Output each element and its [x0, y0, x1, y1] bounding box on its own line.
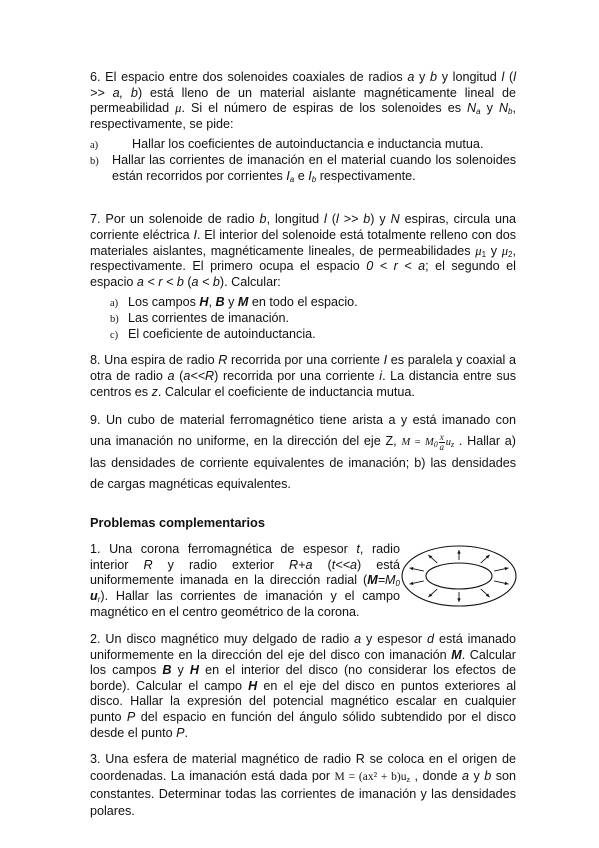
var-b: b	[430, 70, 438, 84]
text: , longitud	[266, 212, 325, 227]
list-marker: a)	[110, 298, 119, 310]
sub: a	[476, 107, 481, 117]
text: . El interior del solenoide está totalmente relleno con dos materiales aislantes, magnéticamente lineales, de permeabilidades	[90, 227, 516, 258]
var-mu: μ	[175, 101, 182, 116]
text: , respectivamente, se pide:	[90, 101, 516, 131]
list-item	[90, 137, 516, 153]
list-marker: a)	[90, 140, 99, 152]
problem-6	[90, 70, 516, 132]
text: 9. Un cubo de material ferromagnético tiene arista a y está imanado con una imanación no uniforme, en la dirección del eje Z,	[90, 413, 516, 449]
problem-6-list	[90, 137, 516, 184]
text: y	[171, 663, 190, 678]
text: ) está uniformemente imanada en la dirección radial (	[90, 557, 400, 588]
list-marker: c)	[110, 330, 119, 342]
var-Nb: N	[498, 101, 509, 116]
condition: a<<R	[183, 368, 215, 383]
var-I: I	[383, 353, 388, 368]
text: (	[183, 274, 192, 289]
text: 7. Por un solenoide de radio	[90, 212, 260, 227]
text: en el eje del disco en puntos exteriores al disco. Hallar la expresión del potencial magnético escalar en cualquier punto	[90, 678, 517, 725]
range: a < r < b	[136, 274, 184, 289]
var-H: H	[199, 295, 209, 310]
var-P: P	[126, 710, 136, 725]
text: .	[184, 725, 189, 740]
list-item	[110, 327, 516, 343]
list-text: y	[224, 295, 238, 310]
var-I: I	[193, 227, 197, 242]
sub: z	[406, 775, 411, 785]
text: (	[312, 557, 332, 572]
sub: 0	[433, 440, 438, 450]
text: espiras, circula una corriente eléctrica	[90, 212, 516, 242]
text: 6. El espacio entre dos solenoides coaxiales de radios	[90, 70, 408, 84]
var-mu2: μ	[501, 243, 509, 258]
sub: a	[289, 175, 295, 185]
text: . Si el número de espiras de los solenoides es	[181, 101, 468, 116]
list-text: en todo el espacio.	[248, 295, 358, 310]
sub: r	[97, 594, 101, 604]
text: 3. Una esfera de material magnético de radio R se coloca en el origen de coordenadas. La imanación está dada por	[90, 752, 516, 784]
list-text: Las corrientes de imanación.	[128, 311, 290, 326]
text: y	[486, 243, 502, 258]
section-title: Problemas complementarios	[90, 515, 265, 531]
sub: b	[311, 175, 317, 185]
list-text: Los campos	[128, 295, 200, 310]
list-item	[110, 295, 516, 311]
text: y	[414, 70, 430, 84]
list-text: El coeficiente de autoinductancia.	[128, 327, 316, 342]
problem-9	[90, 410, 516, 495]
text: ) y	[370, 212, 391, 227]
text: (	[174, 368, 184, 383]
magnetization-equation: M = (ax² + b)u	[334, 771, 407, 784]
sub: b	[508, 107, 513, 117]
var-R-plus-a: R+a	[289, 557, 313, 572]
text: en el interior del disco (no considerar los efectos de borde). Calcular el campo	[90, 663, 517, 693]
document-page	[90, 70, 516, 820]
var-N: N	[390, 212, 400, 227]
condition: t<<a	[331, 557, 357, 572]
problem-7	[90, 212, 516, 290]
var-b: b	[484, 769, 492, 784]
radial-arrow-head	[505, 567, 509, 570]
complementary-1	[90, 542, 400, 620]
radial-arrow-head	[505, 582, 509, 585]
text: son constantes. Determinar todas las corrientes de imanación y las densidades polares.	[90, 769, 516, 819]
text: ; el segundo el espacio	[90, 259, 516, 289]
var-d: d	[427, 632, 435, 647]
text: y radio exterior	[152, 557, 290, 572]
range: a < b	[191, 274, 220, 289]
sub: 1	[481, 249, 487, 259]
var-t: t	[356, 542, 360, 557]
var-i: i	[379, 368, 383, 383]
text: y	[469, 769, 485, 784]
var-Ib: I	[308, 169, 312, 184]
list-text: Hallar las corrientes de imanación en el material cuando los solenoides están recorridos por corrientes	[112, 153, 516, 184]
radial-arrow-head	[457, 599, 460, 603]
text: ) recorrida por una corriente	[214, 368, 380, 383]
numerator: x	[439, 432, 444, 443]
eq-part: =M	[377, 573, 396, 588]
var-P: P	[176, 725, 185, 740]
list-text: ,	[208, 295, 216, 310]
text: . Calcular los campos	[90, 647, 516, 678]
magnetized-ring-figure	[400, 544, 518, 608]
list-text: e	[294, 169, 309, 184]
text: , respectivamente. El primero ocupa el espacio	[90, 243, 516, 274]
list-marker: b)	[110, 314, 119, 326]
var-M: M	[451, 647, 462, 662]
text: ). Hallar las corrientes de imanación y el campo magnético en el centro geométrico de la corona.	[90, 588, 400, 619]
var-Na: N	[467, 101, 477, 116]
condition: l >> b	[335, 212, 371, 227]
eq-lhs: M = M	[401, 437, 434, 449]
var-Ia: I	[286, 169, 290, 184]
radial-arrows	[410, 550, 509, 602]
var-R: R	[218, 353, 228, 368]
var-a: a	[167, 368, 175, 383]
fraction	[439, 433, 445, 452]
text: . La distancia entre sus centros es	[90, 368, 516, 399]
text: . Calcular el coeficiente de inductancia mutua.	[157, 384, 415, 399]
text: está imanado uniformemente en la dirección del eje del disco con imanación	[90, 632, 516, 662]
radial-arrow-head	[457, 550, 460, 554]
text: (	[326, 212, 336, 227]
denominator: a	[439, 442, 445, 453]
text: y	[480, 101, 499, 116]
var-a: a	[354, 632, 362, 647]
sub: 0	[395, 579, 400, 589]
condition: l >> a, b	[90, 70, 516, 100]
var-H: H	[189, 663, 200, 678]
var-M: M	[367, 573, 378, 588]
complementary-2	[90, 632, 516, 741]
list-item	[90, 153, 516, 184]
text: y longitud	[437, 70, 502, 84]
unit-vector: u	[445, 437, 452, 449]
var-b: b	[259, 212, 267, 227]
var-a: a	[461, 769, 469, 784]
problem-7-list	[110, 295, 516, 343]
var-H: H	[248, 678, 258, 693]
sub: 2	[508, 249, 513, 259]
inner-edge	[426, 563, 492, 589]
text: recorrida por una corriente	[227, 353, 384, 368]
problem-8	[90, 353, 516, 400]
sub: z	[451, 440, 455, 450]
var-B: B	[162, 663, 172, 678]
magnetization-equation	[401, 432, 455, 453]
complementary-3	[90, 751, 516, 820]
var-M: M	[237, 295, 249, 310]
text: 2. Un disco magnético muy delgado de radio	[90, 632, 355, 647]
var-l: l	[501, 70, 505, 84]
var-a: a	[407, 70, 415, 84]
complementary-1-block	[90, 542, 516, 620]
text: . Hallar a) las densidades de corriente equivalentes de imanación; b) las densidades de cargas magnéticas equivalentes.	[90, 434, 516, 492]
radial-arrow-head	[410, 582, 414, 585]
text: del espacio en función del ángulo sólido subtendido por el disco desde el punto	[90, 710, 516, 740]
text: , donde	[410, 769, 462, 784]
text: (	[504, 70, 514, 84]
unit-vector: u	[90, 588, 98, 603]
radial-arrow-head	[410, 567, 414, 570]
list-text: Hallar los coeficientes de autoinductancia e inductancia mutua.	[132, 137, 484, 152]
var-B: B	[215, 295, 225, 310]
text: y espesor	[361, 632, 427, 647]
var-R: R	[143, 557, 153, 572]
var-mu1: μ	[475, 243, 482, 258]
list-item	[110, 311, 516, 327]
text: ). Calcular:	[219, 274, 281, 289]
list-marker: b)	[90, 156, 99, 168]
text: 1. Una corona ferromagnética de espesor	[90, 542, 357, 557]
text: es paralela y coaxial a otra de radio	[90, 353, 516, 383]
text: ) está lleno de un material aislante magnéticamente lineal de permeabilidad	[90, 85, 516, 116]
text: 8. Una espira de radio	[90, 353, 219, 368]
range: 0 < r < a	[366, 259, 426, 274]
text: , radio interior	[90, 542, 400, 572]
var-l: l	[324, 212, 327, 227]
list-text: respectivamente.	[316, 169, 416, 184]
var-z: z	[151, 384, 158, 399]
